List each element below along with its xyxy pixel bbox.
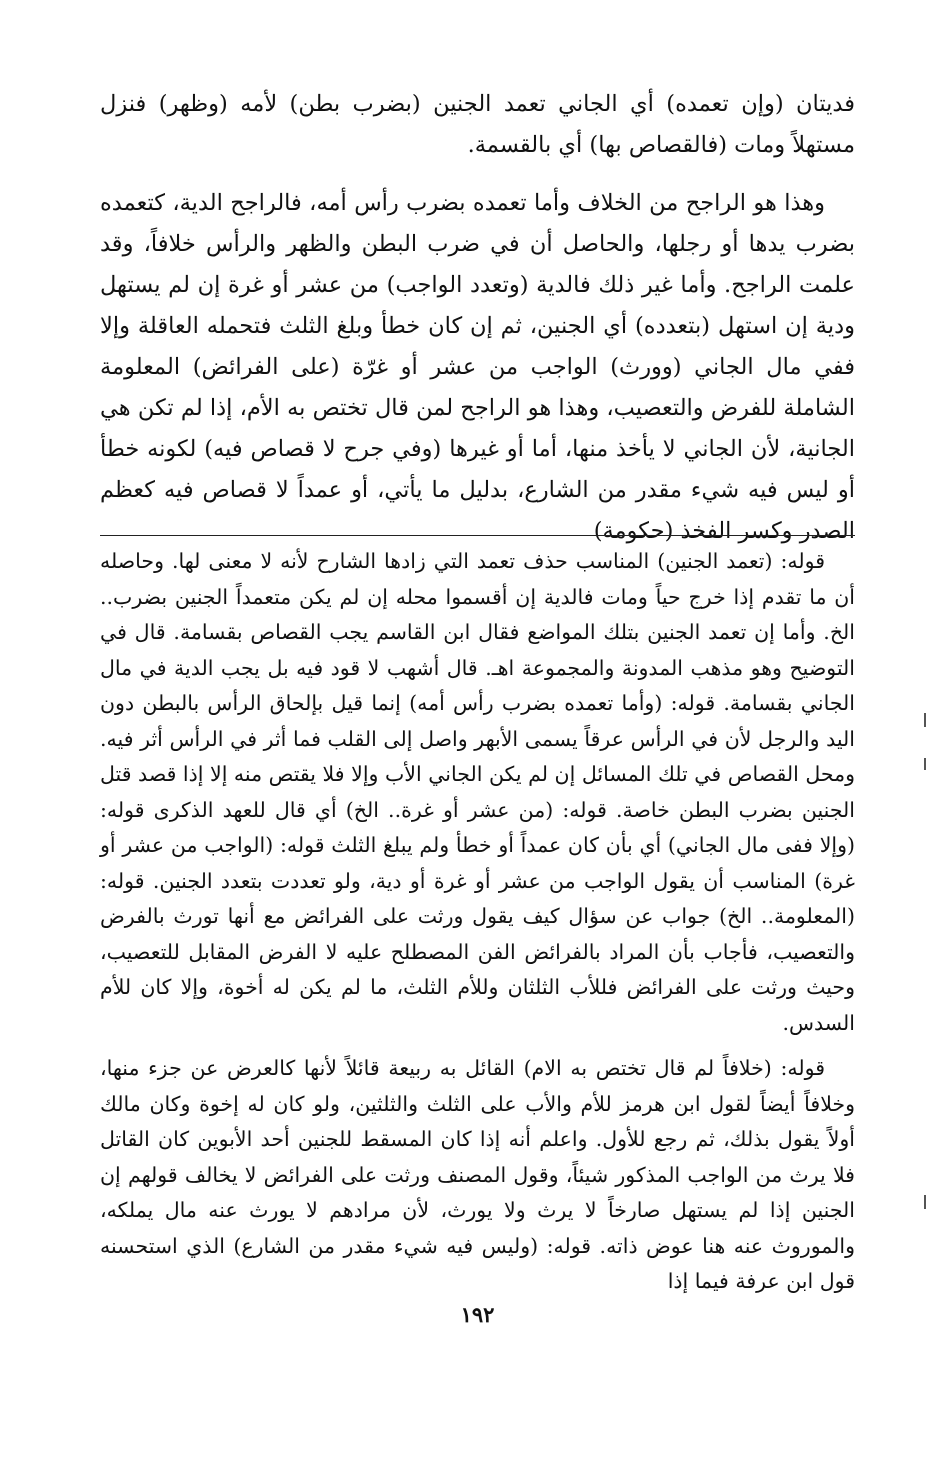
commentary-footnotes	[100, 544, 855, 1300]
commentary-paragraph: قوله: (خلافاً لم قال تختص به الام) القائل به ربيعة قائلاً لأنها كالعرض عن جزء منها، وخلافاً أيضاً لقول ابن هرمز للأم والأب على الثلث والثلثين، ولو كان له إخوة وكان مالك أولاً يقول بذلك، ثم رجع للأول. واعلم أنه إذا كان المسقط للجنين أحد الأبوين كان القاتل فلا يرث من الواجب المذكور شيئاً، وقول المصنف ورثت على الفرائض لا يخالف قولهم إن الجنين إذا لم يستهل صارخاً لا يرث ولا يورث، لأن مرادهم لا يورث عنه مال يملكه، والموروث عنه هنا عوض ذاته. قوله: (وليس فيه شيء مقدر من الشارع) الذي استحسنه قول ابن عرفة فيما إذا	[100, 1056, 855, 1293]
footnote-divider	[100, 535, 855, 536]
main-text	[100, 84, 855, 552]
main-paragraph: وهذا هو الراجح من الخلاف وأما تعمده بضرب رأس أمه، فالراجح الدية، كتعمده بضرب يدها أو رجلها، والحاصل أن في ضرب البطن والظهر والرأس خلافاً، وقد علمت الراجح. وأما غير ذلك فالدية (وتعدد الواجب) من عشر أو غرة إن لم يستهل ودية إن استهل (بتعدده) أي الجنين، ثم إن كان خطأ وبلغ الثلث فتحمله العاقلة وإلا ففي مال الجاني (وورث) الواجب من عشر أو غرّة (على الفرائض) المعلومة الشاملة للفرض والتعصيب، وهذا هو الراجح لمن قال تختص به الأم، إذا لم تكن هي الجانية، لأن الجاني لا يأخذ منها، أما أو غيرها (وفي جرح لا قصاص فيه) لكونه خطأ أو ليس فيه شيء مقدر من الشارع، بدليل ما يأتي، أو عمداً لا قصاص فيه كعظم الصدر وكسر الفخذ (حكومة)	[100, 190, 855, 544]
scan-edge-mark	[924, 758, 926, 770]
commentary-paragraph: قوله: (تعمد الجنين) المناسب حذف تعمد التي زادها الشارح لأنه لا معنى لها. وحاصله أن ما تقدم إذا خرج حياً ومات فالدية إن أقسموا محله إن لم يكن متعمداً الجنين بضرب.. الخ. وأما إن تعمد الجنين بتلك المواضع فقال ابن القاسم يجب القصاص بقسامة. قال في التوضيح وهو مذهب المدونة والمجموعة اهـ. قال أشهب لا قود فيه بل يجب الدية في مال الجاني بقسامة. قوله: (وأما تعمده بضرب رأس أمه) إنما قيل بإلحاق الرأس بالبطن دون اليد والرجل لأن في الرأس عرقاً يسمى الأبهر واصل إلى القلب فما أثر في الرأس أثر فيه. ومحل القصاص في تلك المسائل إن لم يكن الجاني الأب وإلا فلا يقتص منه إلا إذا قصد قتل الجنين بضرب البطن خاصة. قوله: (من عشر أو غرة.. الخ) أي قال للعهد الذكرى قوله: (وإلا ففى مال الجاني) أي بأن كان عمداً أو خطأ ولم يبلغ الثلث قوله: (الواجب من عشر أو غرة) المناسب أن يقول الواجب من عشر أو غرة أو دية، ولو تعددت بتعدد الجنين. قوله: (المعلومة.. الخ) جواب عن سؤال كيف يقول ورثت على الفرائض مع أنها تورث بالفرض والتعصيب، فأجاب بأن المراد بالفرائض الفن المصطلح عليه لا الفرض المقابل للتعصيب، وحيث ورثت على الفرائض فللأب الثلثان وللأم الثلث، ما لم يكن له أخوة، وإلا كان للأم السدس.	[100, 549, 855, 1035]
page-number: ١٩٢	[460, 1302, 495, 1327]
document-page	[100, 0, 855, 1469]
scan-edge-mark	[924, 1195, 926, 1209]
scan-edge-mark	[924, 713, 926, 727]
main-paragraph: فديتان (وإن تعمده) أي الجاني تعمد الجنين (بضرب بطن) لأمه (وظهر) فنزل مستهلاً ومات (فالقصاص بها) أي بالقسمة.	[100, 91, 855, 158]
